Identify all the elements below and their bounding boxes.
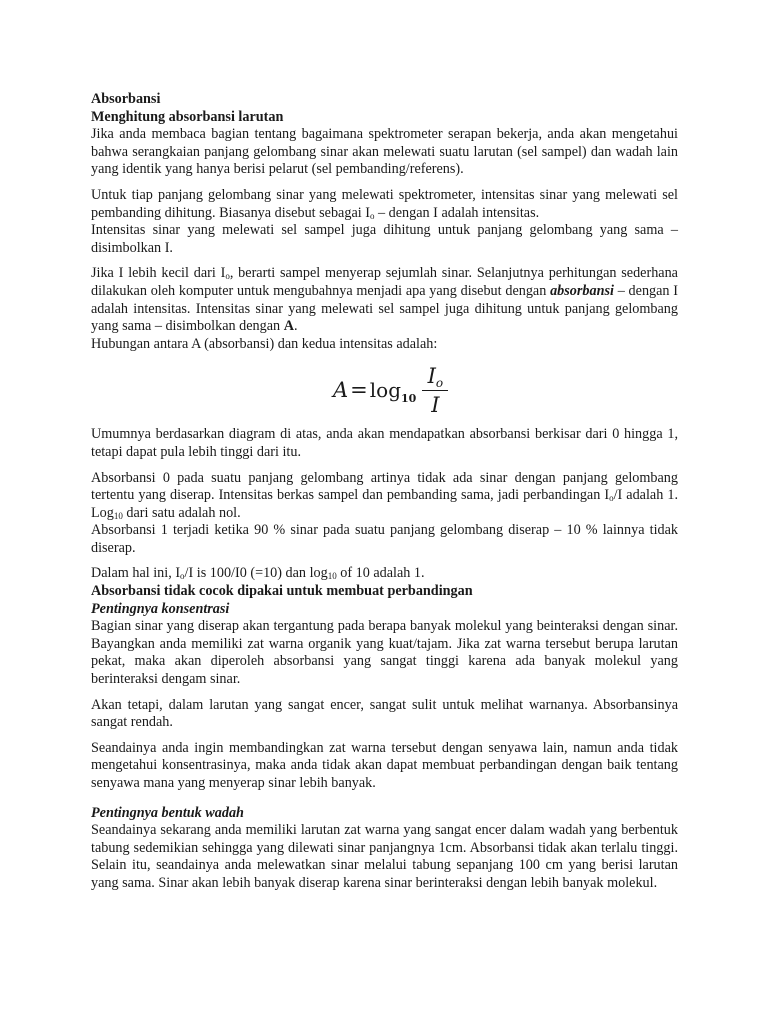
paragraph-3: Intensitas sinar yang melewati sel sampel juga dihitung untuk panjang gelombang yang sama – disimbolkan I. <box>91 222 678 256</box>
doc-title: Absorbansi <box>91 91 161 107</box>
document-body <box>91 91 678 893</box>
formula-lhs: A <box>333 377 349 402</box>
paragraph-7: Absorbansi 0 pada suatu panjang gelombang artinya tidak ada sinar dengan panjang gelombang tertentu yang diserap. Intensitas berkas sampel dan pembanding sama, jadi perbandingan $I_o/I$ adalah 1. Log$_{10}$ dari satu adalah nol. <box>91 469 679 521</box>
formula-log: log <box>369 377 402 402</box>
absorbance-formula <box>91 359 678 421</box>
paragraph-5: Hubungan antara A (absorbansi) dan kedua intensitas adalah: <box>91 335 438 352</box>
subheading-konsentrasi: Pentingnya konsentrasi <box>91 600 230 617</box>
formula-denominator: I <box>431 392 440 417</box>
paragraph-10: Bagian sinar yang diserap akan tergantung pada berapa banyak molekul yang beinteraksi dengan sinar. Bayangkan anda memiliki zat warna organik yang kuat/tajam. Jika zat warna tersebut berupa larutan pekat, maka akan diperoleh absorbansi yang sangat tinggi karena ada banyak molekul yang berinteraksi dengam sinar. <box>91 618 678 688</box>
paragraph-6: Umumnya berdasarkan diagram di atas, anda akan mendapatkan absorbansi berkisar dari 0 hingga 1, tetapi dapat pula lebih tinggi dari itu. <box>91 426 678 460</box>
formula-log-base: 10 <box>401 391 417 405</box>
subheading-bentuk-wadah: Pentingnya bentuk wadah <box>91 804 244 821</box>
paragraph-13: Seandainya sekarang anda memiliki larutan zat warna yang sangat encer dalam wadah yang berbentuk tabung sedemikian sehingga yang dilewati sinar panjangnya 1cm. Absorbansi tidak akan terlalu tinggi. Selain itu, seandainya anda melewatkan sinar melalui tabung sepanjang 100 cm yang berisi larutan yang sama. Sinar akan lebih banyak diserap karena sinar berinteraksi dengan lebih banyak molekul. <box>91 822 678 891</box>
section-heading-perbandingan: Absorbansi tidak cocok dipakai untuk membuat perbandingan <box>91 583 473 600</box>
paragraph-4: Jika I lebih kecil dari $I_o$, berarti sampel menyerap sejumlah sinar. Selanjutnya perhitungan sederhana dilakukan oleh komputer untuk mengubahnya menjadi apa yang disebut dengan absorbansi – dengan I adalah intensitas. Intensitas sinar yang melewati sel sampel juga dihitung untuk panjang gelombang yang sama – disimbolkan dengan A. <box>91 265 678 335</box>
formula-fraction <box>422 364 448 417</box>
formula-equals: = <box>350 377 368 402</box>
paragraph-12: Seandainya anda ingin membandingkan zat warna tersebut dengan senyawa lain, namun anda tidak mengetahui konsentrasinya, maka anda tidak akan dapat membuat perbandingan dengan baik tentang senyawa mana yang menyerap sinar lebih banyak. <box>91 739 678 791</box>
paragraph-2: Untuk tiap panjang gelombang sinar yang melewati spektrometer, intensitas sinar yang melewati sel pembanding dihitung. Biasanya disebut sebagai $I_o$ – dengan I adalah intensitas. <box>91 186 678 221</box>
section-heading-menghitung: Menghitung absorbansi larutan <box>91 108 284 125</box>
formula-numerator: $I_o$ <box>427 363 444 390</box>
paragraph-9: Dalam hal ini, $I_o/I$ is 100/I0 (=10) dan $\log_{10}$ of 10 adalah 1. <box>91 565 425 582</box>
paragraph-11: Akan tetapi, dalam larutan yang sangat encer, sangat sulit untuk melihat warnanya. Absorbansinya sangat rendah. <box>91 696 678 731</box>
paragraph-8: Absorbansi 1 terjadi ketika 90 % sinar pada suatu panjang gelombang diserap – 10 % lainnya tidak diserap. <box>91 522 678 556</box>
paragraph-1: Jika anda membaca bagian tentang bagaimana spektrometer serapan bekerja, anda akan mengetahui bahwa serangkaian panjang gelombang sinar akan melewati suatu larutan (sel sampel) dan wadah lain yang identik yang hanya berisi pelarut (sel pembanding/referens). <box>91 126 678 178</box>
